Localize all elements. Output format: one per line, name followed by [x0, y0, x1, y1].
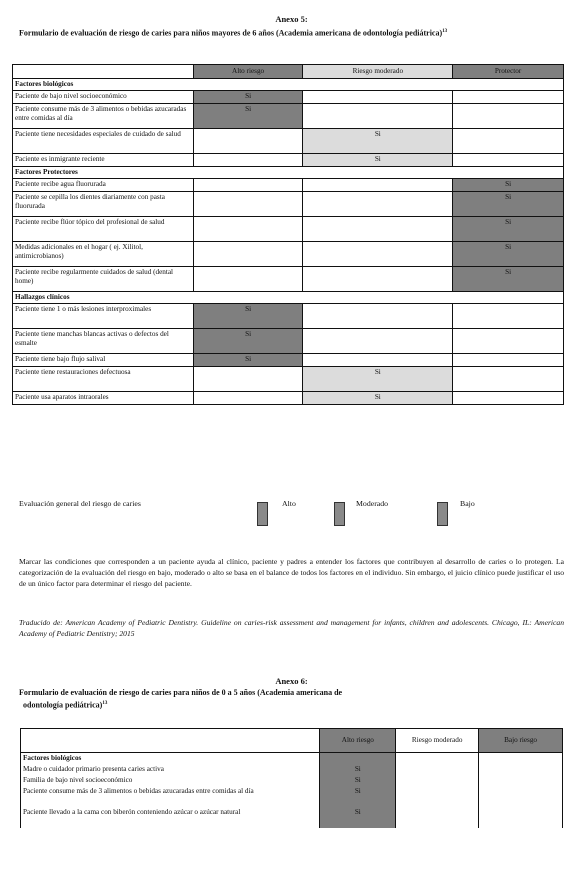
row-label: Paciente de bajo nivel socioeconómico: [13, 91, 194, 104]
section-label: Factores Protectores: [13, 167, 564, 179]
cell-alto[interactable]: [193, 367, 303, 392]
annex5-form-title: [19, 26, 564, 39]
cell-protector[interactable]: [453, 91, 564, 104]
cell-moderado[interactable]: [396, 807, 479, 828]
cell-protector[interactable]: [453, 129, 564, 154]
cell-moderado[interactable]: [396, 753, 479, 765]
cell-bajo[interactable]: [479, 807, 563, 828]
cell-moderado[interactable]: [396, 764, 479, 775]
table-row: [13, 104, 564, 129]
row-label: Paciente consume más de 3 alimentos o bebidas azucaradas entre comidas al día: [21, 786, 320, 807]
header-riesgo-moderado: Riesgo moderado: [303, 65, 453, 79]
row-label: Paciente llevado a la cama con biberón conteniendo azúcar o azúcar natural: [21, 807, 320, 828]
section-label: Factores biológicos: [21, 753, 320, 765]
section-row: [13, 167, 564, 179]
cell-protector[interactable]: [453, 154, 564, 167]
row-label: Paciente se cepilla los dientes diariamente con pasta fluorurada: [13, 192, 194, 217]
cell-alto[interactable]: Si: [320, 775, 396, 786]
cell-moderado[interactable]: Si: [303, 367, 453, 392]
cell-protector[interactable]: [453, 329, 564, 354]
cell-alto[interactable]: Si: [193, 304, 303, 329]
table-row: [13, 329, 564, 354]
header-bajo-riesgo: Bajo riesgo: [479, 729, 563, 753]
annex5-ref: 13: [442, 29, 448, 34]
checkbox-bajo[interactable]: [437, 502, 448, 526]
cell-bajo[interactable]: [479, 775, 563, 786]
row-label: Paciente tiene bajo flujo salival: [13, 354, 194, 367]
cell-moderado[interactable]: [303, 304, 453, 329]
cell-moderado[interactable]: [303, 267, 453, 292]
row-label: Familia de bajo nivel socioeconómico: [21, 775, 320, 786]
table-row: [13, 367, 564, 392]
table-row: [13, 392, 564, 405]
table-row: [21, 764, 563, 775]
header-blank: [21, 729, 320, 753]
cell-bajo[interactable]: [479, 753, 563, 765]
table-row: [21, 775, 563, 786]
cell-alto[interactable]: [193, 267, 303, 292]
cell-alto[interactable]: Si: [193, 104, 303, 129]
section-row: [21, 753, 563, 765]
row-label: Paciente tiene necesidades especiales de cuidado de salud: [13, 129, 194, 154]
section-row: [13, 292, 564, 304]
cell-bajo[interactable]: [479, 786, 563, 807]
cell-alto[interactable]: [193, 192, 303, 217]
cell-alto[interactable]: [193, 129, 303, 154]
header-alto-riesgo: Alto riesgo: [320, 729, 396, 753]
table-row: [13, 304, 564, 329]
cell-protector[interactable]: Si: [453, 267, 564, 292]
cell-alto[interactable]: [193, 217, 303, 242]
cell-moderado[interactable]: Si: [303, 154, 453, 167]
cell-protector[interactable]: [453, 392, 564, 405]
explanation-paragraph: Marcar las condiciones que corresponden a un paciente ayuda al clínico, paciente y padres a entender los factores que contribuyen al desarrollo de caries o lo protegen. La categorización de la evaluación del riesgo en bajo, moderado o alto se basa en el balance de todos los factores en el individuo. Sin embargo, el juicio clínico puede justificar el uso de un único factor para determinar el riesgo del paciente.: [19, 557, 564, 588]
cell-protector[interactable]: Si: [453, 192, 564, 217]
table-row: [13, 217, 564, 242]
cell-moderado[interactable]: [396, 775, 479, 786]
row-label: Paciente tiene restauraciones defectuosa: [13, 367, 194, 392]
cell-alto[interactable]: Si: [193, 329, 303, 354]
annex6-form-title-line2: odontología pediátrica)$^{13}$: [23, 700, 108, 710]
translation-note: Traducido de: American Academy of Pediatric Dentistry. Guideline on caries-risk assessment and management for infants, children and adolescents. Chicago, IL: American Academy of Pediatric Dentistry; 2015: [19, 618, 564, 638]
cell-moderado[interactable]: [303, 354, 453, 367]
table-row: [21, 807, 563, 828]
cell-protector[interactable]: Si: [453, 242, 564, 267]
evaluation-label: Evaluación general del riesgo de caries: [19, 499, 141, 508]
table-row: [21, 786, 563, 807]
option-bajo: Bajo: [460, 499, 475, 508]
cell-protector[interactable]: Si: [453, 179, 564, 192]
header-alto-riesgo: Alto riesgo: [193, 65, 303, 79]
cell-alto[interactable]: Si: [320, 807, 396, 828]
checkbox-moderado[interactable]: [334, 502, 345, 526]
cell-protector[interactable]: [453, 304, 564, 329]
table-row: [13, 129, 564, 154]
cell-protector[interactable]: [453, 104, 564, 129]
cell-moderado[interactable]: [303, 91, 453, 104]
cell-moderado[interactable]: [303, 217, 453, 242]
row-label: Madre o cuidador primario presenta caries activa: [21, 764, 320, 775]
cell-alto[interactable]: Si: [320, 764, 396, 775]
row-label: Paciente es inmigrante reciente: [13, 154, 194, 167]
table-row: [13, 242, 564, 267]
row-label: Paciente recibe regularmente cuidados de salud (dental home): [13, 267, 194, 292]
cell-alto[interactable]: Si: [193, 91, 303, 104]
cell-moderado[interactable]: [303, 242, 453, 267]
annex6-risk-table: [20, 728, 563, 828]
section-label: Hallazgos clínicos: [13, 292, 564, 304]
cell-moderado[interactable]: [303, 192, 453, 217]
option-alto: Alto: [282, 499, 296, 508]
header-riesgo-moderado: Riesgo moderado: [396, 729, 479, 753]
annex6-title: Anexo 6:: [275, 676, 308, 686]
table-row: [13, 267, 564, 292]
row-label: Medidas adicionales en el hogar ( ej. Xilitol, antimicrobianos): [13, 242, 194, 267]
cell-alto[interactable]: [193, 392, 303, 405]
cell-moderado[interactable]: [303, 329, 453, 354]
annex5-form-title-text: Formulario de evaluación de riesgo de caries para niños mayores de 6 años (Academia americana de odontología pediátrica): [19, 28, 443, 38]
table-row: [13, 192, 564, 217]
row-label: Paciente tiene manchas blancas activas o defectos del esmalte: [13, 329, 194, 354]
cell-alto[interactable]: [193, 179, 303, 192]
cell-protector[interactable]: [453, 367, 564, 392]
row-label: Paciente recibe agua fluorurada: [13, 179, 194, 192]
cell-moderado[interactable]: Si: [303, 129, 453, 154]
section-row: [13, 79, 564, 91]
section-label: Factores biológicos: [13, 79, 564, 91]
table-row: [13, 154, 564, 167]
row-label: Paciente consume más de 3 alimentos o bebidas azucaradas entre comidas al día: [13, 104, 194, 129]
annex5-title: Anexo 5:: [275, 14, 308, 24]
annex5-risk-table: [12, 64, 564, 405]
option-moderado: Moderado: [356, 499, 389, 508]
annex6-form-title: [19, 687, 564, 711]
cell-protector[interactable]: Si: [453, 217, 564, 242]
cell-moderado[interactable]: Si: [303, 392, 453, 405]
header-blank: [13, 65, 194, 79]
cell-moderado[interactable]: [303, 179, 453, 192]
cell-alto[interactable]: [193, 154, 303, 167]
row-label: Paciente usa aparatos intraorales: [13, 392, 194, 405]
annex6-form-title-line1: Formulario de evaluación de riesgo de caries para niños de 0 a 5 años (Academia americana de: [19, 688, 343, 697]
row-label: Paciente recibe flúor tópico del profesional de salud: [13, 217, 194, 242]
cell-moderado[interactable]: [303, 104, 453, 129]
table-row: [13, 91, 564, 104]
table-row: [13, 179, 564, 192]
cell-alto[interactable]: Si: [193, 354, 303, 367]
checkbox-alto[interactable]: [257, 502, 268, 526]
cell-moderado[interactable]: [396, 786, 479, 807]
cell-alto[interactable]: Si: [320, 786, 396, 807]
cell-bajo[interactable]: [479, 764, 563, 775]
cell-protector[interactable]: [453, 354, 564, 367]
cell-alto[interactable]: [193, 242, 303, 267]
table-row: [13, 354, 564, 367]
header-protector: Protector: [453, 65, 564, 79]
cell-alto[interactable]: [320, 753, 396, 765]
row-label: Paciente tiene 1 o más lesiones interproximales: [13, 304, 194, 329]
